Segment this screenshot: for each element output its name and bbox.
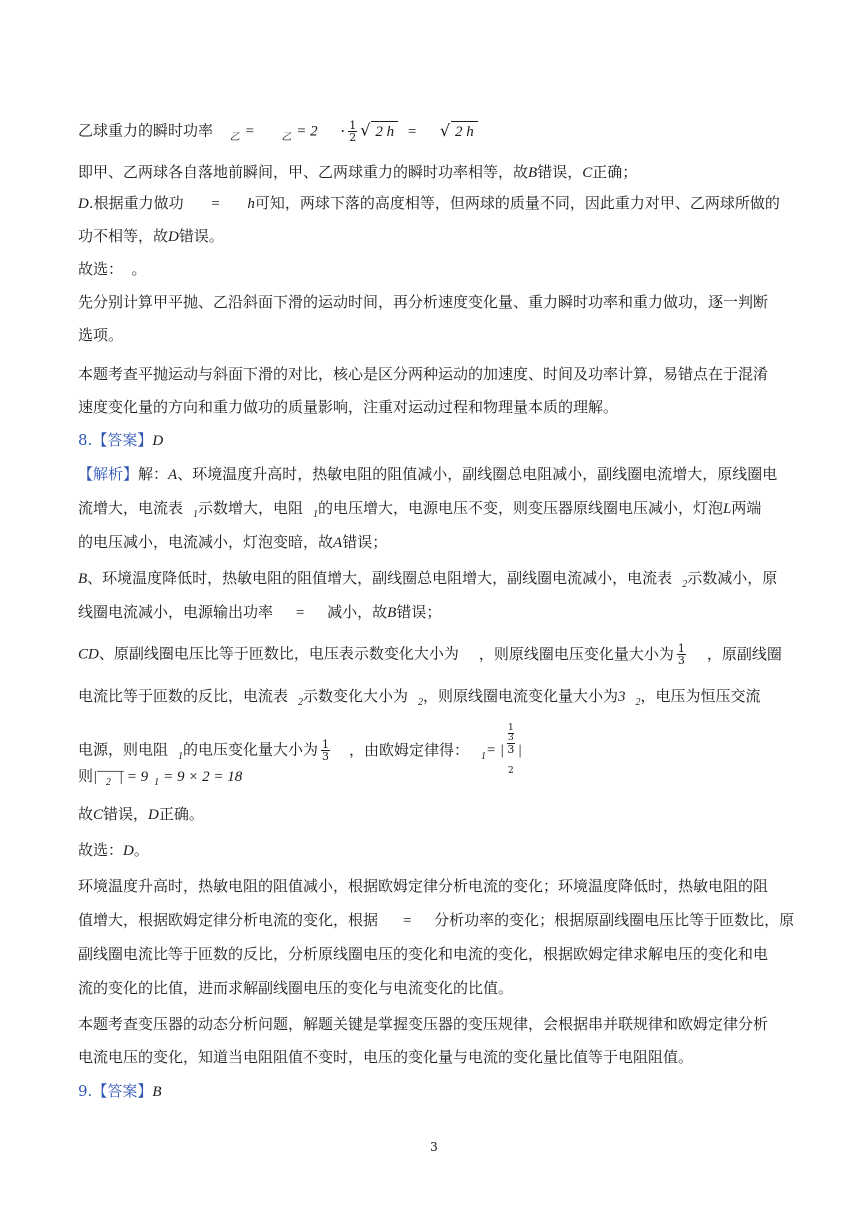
text: 减小，故 [327,603,388,621]
equals: = [244,123,255,140]
line-21 [78,840,790,861]
text: 示数变化大小为 [303,687,409,705]
answer-letter: B [152,1084,162,1100]
variable: h [247,196,255,212]
subscript: 1 [313,509,319,520]
number: 3 [618,689,626,705]
text: 乙球重力的瞬时功率 [78,121,214,140]
answer-letter: D [152,433,164,449]
text: 错误， [103,805,149,823]
text: 线圈电流减小，电源输出功率 [78,603,274,621]
option-letter: D [168,229,179,245]
text: 本题考查变压器的动态分析问题，解题关键是掌握变压器的变压规律，会根据串并联规律和欧姆定律分析 [78,1015,769,1033]
page-number: 3 [430,1140,438,1154]
text: .根据重力做功 [88,194,184,212]
subscript: 2 [635,697,641,708]
text: 正确。 [158,805,204,823]
line-7 [78,325,790,345]
text: ，原副线圈 [706,644,782,663]
text: 错误。 [178,227,224,245]
text: 选项。 [78,326,124,344]
radical-sign: √ [360,120,371,140]
subscript: 1 [154,777,160,788]
option-letter: C [582,165,593,181]
line-19 [78,763,790,793]
text: 。 [131,260,147,278]
text: 速度变化量的方向和重力做功的质量影响，注重对运动过程和物理量本质的理解。 [78,398,619,416]
fraction-bar: —— [97,763,124,779]
line-15 [78,602,790,623]
bar: | [93,769,98,785]
subscript: 1 [193,509,199,520]
text: 本题考查平抛运动与斜面下滑的对比，核心是区分两种运动的加速度、时间及功率计算，易错点在于混淆 [78,365,769,383]
subscript: 2 [418,697,424,708]
text: 电源，则电阻 [78,740,169,759]
line-23 [78,910,795,931]
text: 分析功率的变化；根据原副线圈电压比等于匝数比，原 [434,911,795,929]
denominator: 3 [322,750,330,763]
text: 、环境温度降低时，热敏电阻的阻值增大，副线圈总电阻增大，副线圈电流减小，电流表 [87,569,673,587]
formula: = 9 × 2 = 18 [163,769,243,785]
formula: | = 9 [118,769,149,785]
line-1 [78,120,790,148]
denominator: 3 [507,743,515,756]
text: 解： [138,465,169,483]
line-20 [78,804,790,825]
option-letter: C [93,807,104,823]
radical-sign: √ [439,120,451,140]
text: 电流电压的变化，知道当电阻阻值不变时，电压的变化量与电流的变化量比值等于电阻阻值。 [78,1048,694,1066]
text: 故选： [78,260,116,278]
text: 流增大，电流表 [78,499,184,517]
line-17 [78,686,790,713]
text: 示数减小，原 [687,569,778,587]
option-letter: A [333,535,343,551]
text: ，则原线圈电流变化量大小为 [423,687,619,705]
line-2 [78,162,790,183]
equals: = [402,913,413,929]
text: 示数增大，电阻 [198,499,304,517]
line-4 [78,226,790,247]
subscript: 2 [508,766,514,776]
line-22 [78,876,790,896]
option-letter: A [168,467,178,483]
text: 错误； [396,603,442,621]
line-24 [78,944,790,964]
nested-fraction [508,724,514,743]
fraction [348,120,357,143]
text: 、环境温度升高时，热敏电阻的阻值减小，副线圈总电阻减小，副线圈电流增大，原线圈电 [177,465,778,483]
text: 功不相等，故 [78,227,169,245]
analysis-tag: 【解析】 [78,465,139,483]
subscript: 乙 [229,131,240,143]
text: 正确； [592,163,638,181]
equals: = [406,123,418,140]
line-12 [78,498,790,525]
answer-tag: 【答案】 [92,1082,153,1100]
question-number: 8. [78,431,93,449]
option-letter: D [123,843,134,859]
radicand: 2 h [451,121,478,142]
denominator: 2 [349,131,357,144]
numerator: 1 [508,723,514,733]
text: 则 [78,767,94,785]
line-3 [78,193,790,214]
line-6 [78,292,790,312]
text: 的电压增大，电源电压不变，则变压器原线圈电压减小，灯泡 [318,499,724,517]
text: 故选： [78,841,124,859]
option-letter: B [387,605,397,621]
line-27 [78,1047,790,1067]
option-letter: CD [78,646,99,663]
line-5 [78,259,790,279]
text: 可知，两球下落的高度相等，但两球的质量不同，因此重力对甲、乙两球所做的 [254,194,780,212]
numerator: 1 [322,738,330,751]
text: 、原副线圈电压比等于匝数比，电压表示数变化大小为 [98,644,459,663]
bar: | [517,742,522,759]
text: 错误， [537,163,583,181]
line-13 [78,532,790,553]
text: ，由欧姆定律得： [349,740,470,759]
text: 的电压变化量大小为 [183,740,319,759]
line-8 [78,364,790,384]
option-letter: D [78,196,89,212]
answer-8-heading [78,430,790,451]
text: 先分别计算甲平抛、乙沿斜面下滑的运动时间，再分析速度变化量、重力瞬时功率和重力做功，逐一判断 [78,293,769,311]
line-25 [78,978,790,998]
text: 故 [78,805,94,823]
subscript: 2 [298,697,304,708]
line-14 [78,568,790,595]
text: 。 [133,841,149,859]
dot: · [340,121,346,140]
text: ，则原线圈电压变化量大小为 [478,644,674,663]
question-number: 9. [78,1082,93,1100]
text: 环境温度升高时，热敏电阻的阻值减小，根据欧姆定律分析电流的变化；环境温度降低时，热敏电阻的阻 [78,877,769,895]
text: 电流比等于匝数的反比，电流表 [78,687,289,705]
line-16 [78,643,790,666]
text: 的电压减小，电流减小，灯泡变暗，故 [78,533,334,551]
text: 值增大，根据欧姆定律分析电流的变化，根据 [78,911,379,929]
text: 错误； [342,533,388,551]
option-letter: D [148,807,159,823]
line-9 [78,397,790,417]
denominator: 3 [508,733,514,743]
numerator: 1 [349,119,357,132]
answer-tag: 【答案】 [92,431,153,449]
fraction [321,739,330,762]
equals: = [210,196,221,212]
subscript: 1 [481,750,487,762]
denominator: 3 [677,654,685,667]
text: 两端 [731,499,762,517]
line-26 [78,1014,790,1034]
radicand: 2 h [371,121,398,142]
equals: = [295,605,306,621]
option-letter: B [78,571,88,587]
text: ，电压为恒压交流 [640,687,761,705]
text: 即甲、乙两球各自落地前瞬间，甲、乙两球重力的瞬时功率相等，故 [78,163,529,181]
numerator: 1 [677,642,685,655]
variable: L [723,501,732,517]
text: 流的变化的比值，进而求解副线圈电压的变化与电流变化的比值。 [78,979,514,997]
formula: = | [486,742,505,759]
formula: = 2 [296,123,318,140]
subscript: 1 [178,750,184,762]
option-letter: B [528,165,538,181]
subscript: 2 [105,777,111,788]
subscript: 2 [682,579,688,590]
text: 副线圈电流比等于匝数的反比，分析原线圈电压的变化和电流的变化，根据欧姆定律求解电压的变化和电 [78,945,769,963]
subscript: 乙 [281,131,292,143]
line-11 [78,464,790,485]
answer-9-heading [78,1081,790,1102]
fraction [677,643,686,666]
